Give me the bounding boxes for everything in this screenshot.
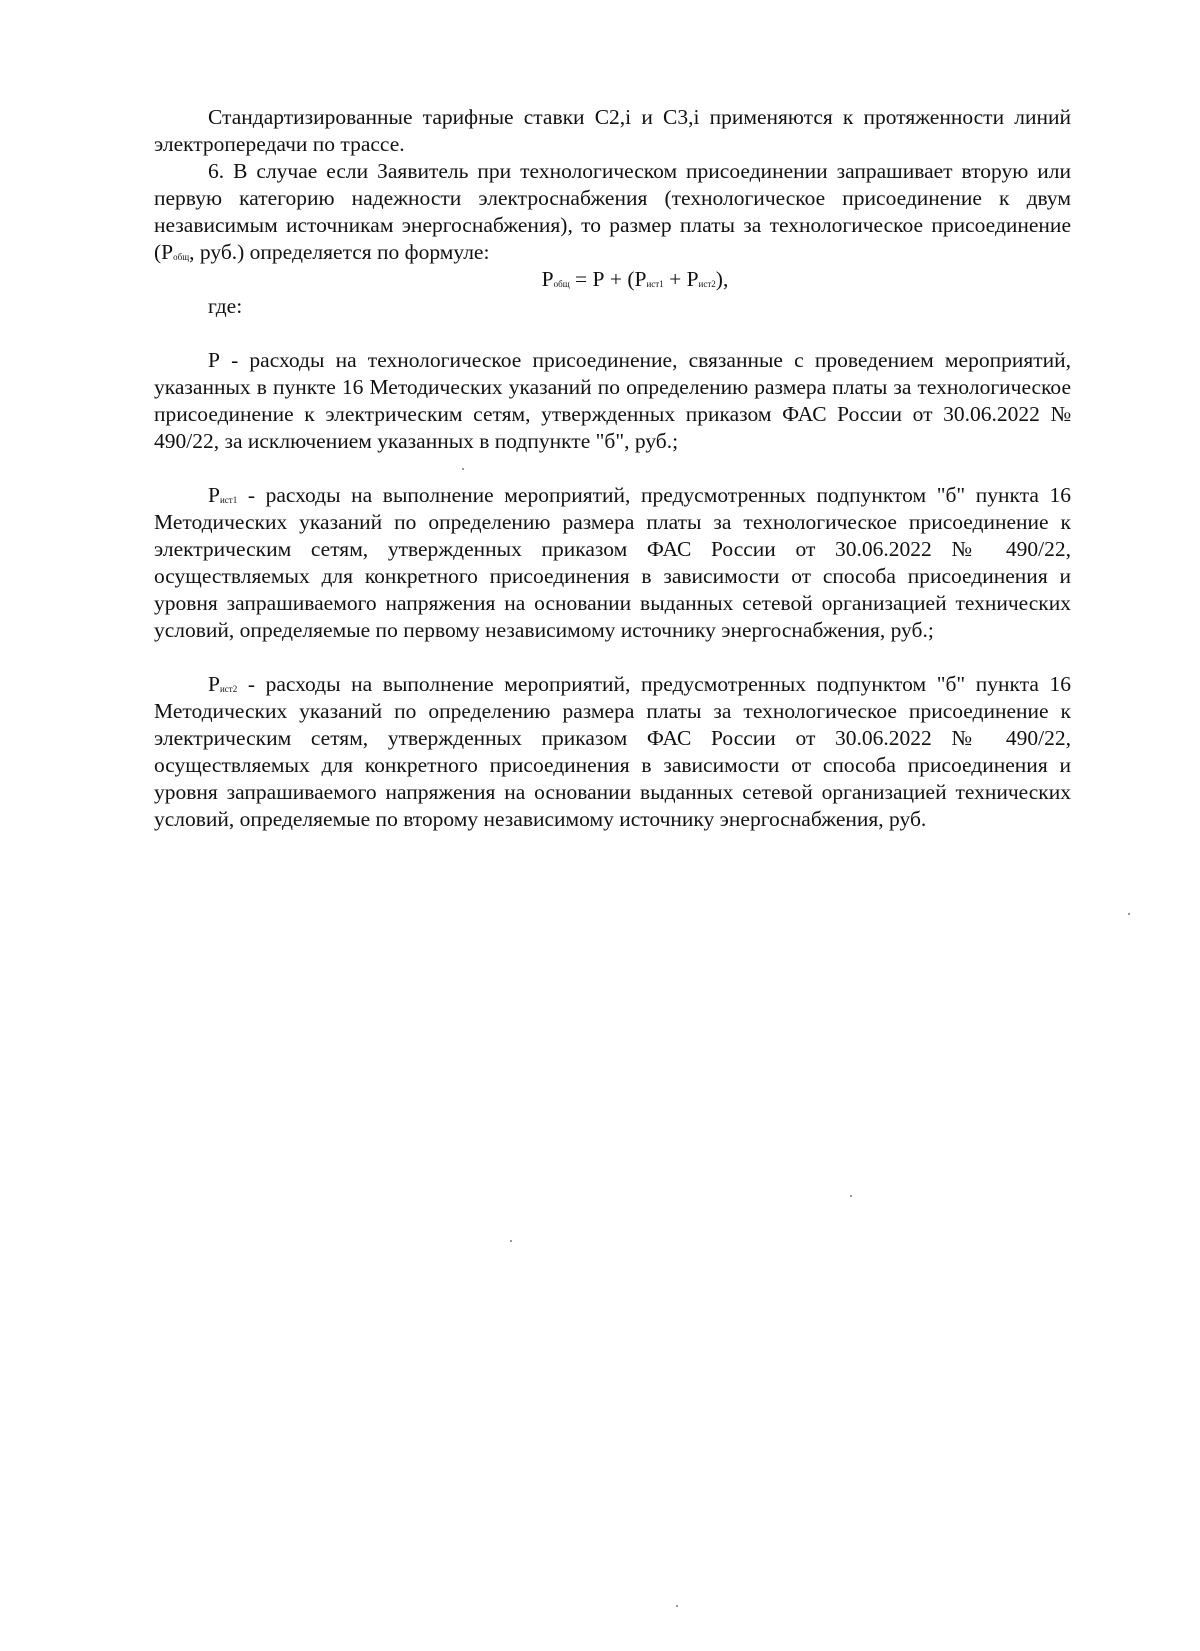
subscript-obsh: общ — [173, 252, 190, 262]
paragraph-item-6-text: 6. В случае если Заявитель при технологическом присоединении запрашивает вторую или первую категорию надежности электроснабжения (технологическое присоединение к двум независимым источникам энергоснабжения), то размер платы за технологическое присоединение (Р — [154, 159, 1071, 264]
formula-lhs-subscript: общ — [553, 279, 570, 289]
paragraph-tariff-rates — [154, 104, 1071, 158]
scan-speck — [1128, 913, 1130, 915]
formula-equals: = Р + (Р — [569, 267, 647, 291]
spacer — [154, 455, 1071, 482]
formula-plus: + Р — [663, 267, 699, 291]
paragraph-tariff-rates-text: Стандартизированные тарифные ставки С2,i и С3,i применяются к протяженности линий электропередачи по трассе. — [154, 105, 1071, 156]
paragraph-item-6-tail: , руб.) определяется по формуле: — [189, 240, 490, 264]
definition-p-ist2-text: - расходы на выполнение мероприятий, предусмотренных подпунктом "б" пункта 16 Методических указаний по определению размера платы за технологическое присоединение к электрическим сетям, утвержденных приказом ФАС России от 30.06.2022 № 490/22, осуществляемых для конкретного присоединения в зависимости от способа присоединения и уровня запрашиваемого напряжения на основании выданных сетевой организацией технических условий, определяемые по второму независимому источнику энергоснабжения, руб. — [154, 672, 1071, 831]
formula-sub-ist1: ист1 — [646, 279, 664, 289]
definition-p-ist1-subscript: ист1 — [219, 495, 238, 505]
definition-p-ist1 — [154, 482, 1071, 644]
formula-end: ), — [715, 267, 729, 291]
where-label: где: — [208, 294, 243, 318]
spacer — [154, 644, 1071, 671]
definition-p-ist1-text: - расходы на выполнение мероприятий, предусмотренных подпунктом "б" пункта 16 Методических указаний по определению размера платы за технологическое присоединение к электрическим сетям, утвержденных приказом ФАС России от 30.06.2022 № 490/22, осуществляемых для конкретного присоединения в зависимости от способа присоединения и уровня запрашиваемого напряжения на основании выданных сетевой организацией технических условий, определяемые по первому независимому источнику энергоснабжения, руб.; — [154, 483, 1071, 642]
formula-sub-ist2: ист2 — [698, 279, 716, 289]
definition-p-ist2-subscript: ист2 — [219, 684, 238, 694]
scan-speck — [462, 468, 464, 470]
scan-speck — [676, 1605, 678, 1607]
scan-speck — [850, 1195, 852, 1197]
definition-p-ist2 — [154, 671, 1071, 833]
definition-p-ist2-symbol: Р — [208, 672, 220, 696]
definition-p-ist1-symbol: Р — [208, 483, 220, 507]
paragraph-item-6 — [154, 158, 1071, 266]
spacer — [154, 320, 1071, 347]
definition-p — [154, 347, 1071, 455]
scan-speck — [510, 1240, 512, 1242]
formula — [154, 266, 1071, 293]
document-body — [154, 104, 1071, 833]
definition-p-text: Р - расходы на технологическое присоединение, связанные с проведением мероприятий, указанных в пункте 16 Методических указаний по определению размера платы за технологическое присоединение к электрическим сетям, утвержденных приказом ФАС России от 30.06.2022 № 490/22, за исключением указанных в подпункте "б", руб.; — [154, 348, 1071, 453]
formula-lhs: Р — [541, 267, 554, 291]
